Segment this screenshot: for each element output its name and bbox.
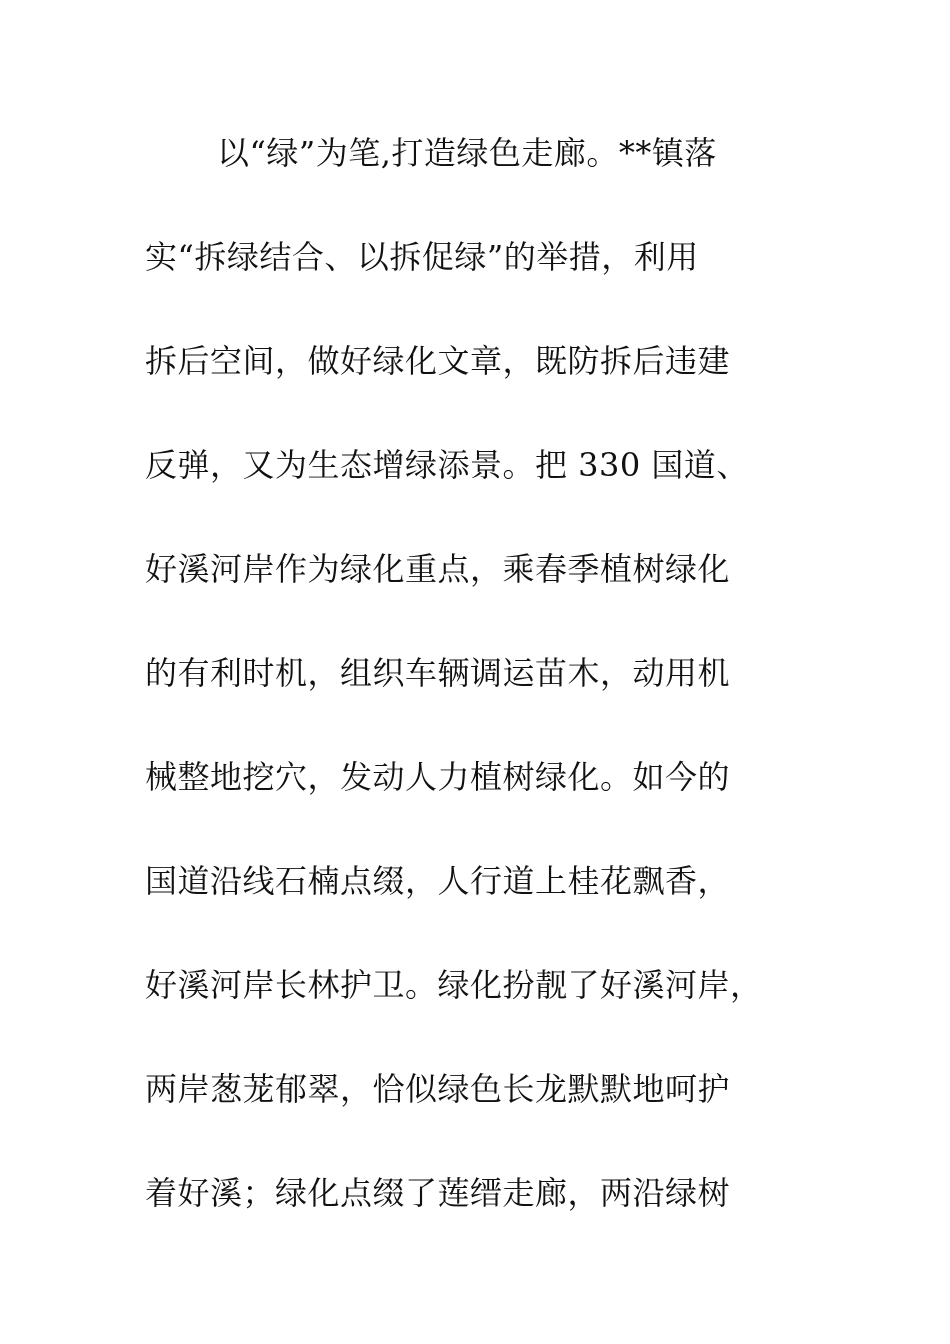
paragraph-line-10: 两岸葱茏郁翠，恰似绿色长龙默默地呵护 bbox=[145, 1070, 731, 1108]
body-paragraph bbox=[145, 128, 805, 1272]
paragraph-line-2: 实“拆绿结合、以拆促绿”的举措，利用 bbox=[145, 238, 699, 276]
paragraph-line-3: 拆后空间，做好绿化文章，既防拆后违建 bbox=[145, 342, 731, 380]
paragraph-line-7: 械整地挖穴，发动人力植树绿化。如今的 bbox=[145, 758, 731, 796]
paragraph-line-5: 好溪河岸作为绿化重点，乘春季植树绿化 bbox=[145, 550, 731, 588]
paragraph-line-4: 反弹，又为生态增绿添景。把 330 国道、 bbox=[145, 446, 749, 484]
paragraph-line-9: 好溪河岸长林护卫。绿化扮靓了好溪河岸， bbox=[145, 966, 763, 1004]
paragraph-line-1: 以“绿”为笔,打造绿色走廊。**镇落 bbox=[217, 134, 717, 172]
paragraph-line-11: 着好溪；绿化点缀了莲缙走廊，两沿绿树 bbox=[145, 1174, 731, 1212]
paragraph-line-6: 的有利时机，组织车辆调运苗木，动用机 bbox=[145, 654, 731, 692]
paragraph-line-8: 国道沿线石楠点缀，人行道上桂花飘香， bbox=[145, 862, 731, 900]
